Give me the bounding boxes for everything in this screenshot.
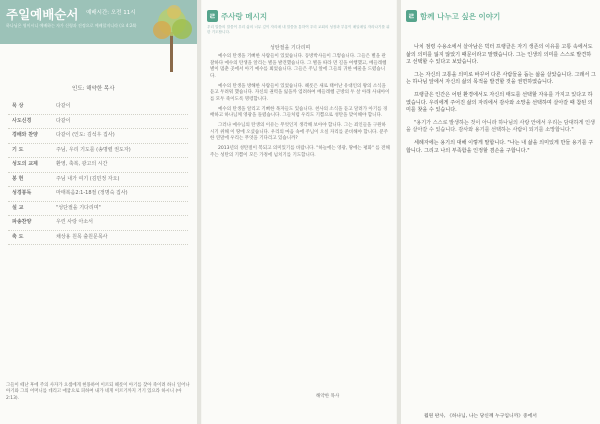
service-leader: 인도: 해약한 목사 [72,86,115,92]
order-detail: 다같이 [56,103,71,109]
worship-order-panel [0,0,197,424]
order-detail: 다같이 (인도: 김석우 집사) [56,132,115,138]
bulletin-title: 주일예배순서 [6,7,79,22]
order-detail: "성단절을 기다리며" [56,204,101,211]
order-row [8,173,188,188]
order-row [8,202,188,217]
message-note: 우리 말씀의 말씀이 우리 삶의 너무 깊이 자리매 내 말씀을 통하여 우리 교회의 성장과 부흥이 매일매일 자라나기를 위한 기도합니다. [207,25,390,34]
order-detail: 마태복음2:1-18절 (정명숙 집사) [56,190,128,196]
service-time: 예배시간: 오전 11시 [86,10,136,16]
order-item: 경배와 찬양 [12,132,38,138]
scripture-verse: 그들이 떼난 후에 주의 사자가 요셉에게 현몽하여 이르되 헤롯이 아기를 찾아 죽이려 하니 일어나 아기와 그의 어머니를 데리고 애굽으로 피하여 내가 네게 이르기까지 거기 있으라 하시니 (마2:13). [6,383,190,401]
sermon-paragraph: 2013년의 성탄절이 복되고 의미있기를 바랍니다. "하늘에는 영광, 땅에는 평화" 를 전해 주는 성탄의 기쁨이 모든 가정에 넘치기를 기도합니다. [210,146,390,158]
order-item: 파송찬양 [12,219,32,225]
story-paragraph: 프랭클은 인간은 어떤 환경에서도 자신의 태도를 선택할 자유를 가지고 있다고 하였습니다. 우리에게 주어진 삶의 자리에서 감사와 소망을 선택하며 살아갈 때 참된 의미를 찾을 수 있습니다. [406,91,593,114]
story-body [406,44,596,160]
order-item: 기 도 [12,146,24,153]
order-row [8,100,188,115]
order-detail: 채상용 원목 출원문목사 [56,233,108,240]
order-list [8,100,188,245]
story-quote: "용기가 스스로 발생하는 것이 아니라 하나님의 사랑 안에서 우리는 담대하게 인생을 살아갈 수 있습니다. 감사와 용기를 선택하는 사람이 되기를 소망합니다." [406,119,595,134]
order-row [8,187,188,202]
order-item: 봉 헌 [12,175,24,182]
sermon-title: 성탄절을 기다리며 [270,45,311,51]
leaf-icon: ㄹ [407,11,416,21]
order-detail: 우린 사랑 아소서 [56,219,93,225]
story-paragraph: 그는 자신의 고통을 의미로 바꾸어 다른 사람들을 돕는 삶을 살았습니다. 그래서 그는 하나님 앞에서 자신의 삶의 목적을 발견할 것을 권면하였습니다. [406,71,596,86]
sermon-paragraph: 그러나 예수님의 탄생의 이유는 무엇인지 생각해 보아야 합니다. 그는 죄인들을 구원하시기 위해 이 땅에 오셨습니다. 우리의 마음 속에 주님이 오실 자리를 준비해야 합니다. 분주한 연말에 우리는 무엇을 기다리고 있습니까? [210,123,388,141]
order-item: 설 교 [12,204,24,211]
message-heading-text: 주사랑 메시지 [221,11,268,21]
story-heading [406,10,500,22]
story-paragraph: 세례자에는 용기의 대해 이렇게 말합니다. "나는 내 삶을 의미있게 만들 용기를 구합니다. 그리고 나의 부족함을 인정할 겸손을 구합니다." [406,139,594,154]
order-row [8,115,188,130]
order-item: 성경봉독 [12,190,32,196]
sermon-paragraph: 예수의 탄생을 기뻐한 사람들이 있었습니다. 동방박사들이 그렇습니다. 그들은 별을 관찰하다 예수의 탄생을 알리는 별을 발견했습니다. 그 별을 따라 먼 길을 여행했고, 베들레헴 별이 멈춘 곳에서 아기 예수를 뵈었습니다. 그들은 주님 앞에 그들의 귀한 예물을 드렸습니다. [210,54,387,79]
order-row [8,231,188,246]
order-row [8,144,188,159]
sermon-paragraph: 예수의 탄생을 방해한 사람들이 있었습니다. 헤롯은 새로 태어난 유대인의 왕의 소식을 듣고 두려워 했습니다. 자신의 권력을 잃을까 염려하여 베들레헴 근방의 두 살 아래 사내아이를 모두 죽이도록 명령합니다. [210,83,390,102]
order-detail: 주님, 우리 기도를 (송명렬 권도자) [56,146,131,153]
tree-icon [150,2,194,72]
story-source: 월원 판사, 《하나님, 나는 당신께 누구입니까》중에서 [424,414,537,419]
order-row [8,216,188,231]
order-row [8,129,188,144]
story-paragraph: 나치 점령 수용소에서 살아남은 빅터 프랭클은 자기 생존의 이유를 고통 속에서도 삶의 의미를 잃지 않았기 때문이라고 말했습니다. 그는 인생의 의미를 스스로 발견하고 선택할 수 있다고 보았습니다. [406,44,593,66]
order-item: 성도의 교제 [12,161,38,167]
order-row [8,158,188,173]
leaf-icon: ㄹ [208,11,217,21]
sermon-signature: 해약한 목사 [316,394,340,399]
sermon-body [210,54,390,163]
fold-line [197,0,201,424]
sermon-paragraph: 예수의 탄생을 알리고 기뻐한 목자들도 있습니다. 천사의 소식을 듣고 달려가 아기를 경배하고 하나님께 영광을 돌렸습니다. 그들처럼 우리도 기쁨으로 성탄을 맞이해야 합니다. [210,106,388,118]
subtitle: 하나님은 영이시니 예배하는 자가 신령과 진정으로 예배할지니라 (요 4:24) [6,23,137,28]
order-item: 사도신경 [12,117,32,124]
order-item: 묵 상 [12,103,24,109]
order-item: 축 도 [12,233,24,240]
order-detail: 주님 내가 여기 (김민정 자오) [56,175,120,182]
order-detail: 다같이 [56,117,71,124]
order-detail: 환영, 축복, 광고의 시간 [56,161,108,167]
message-heading [207,10,267,22]
story-heading-text: 함께 나누고 싶은 이야기 [420,11,501,21]
